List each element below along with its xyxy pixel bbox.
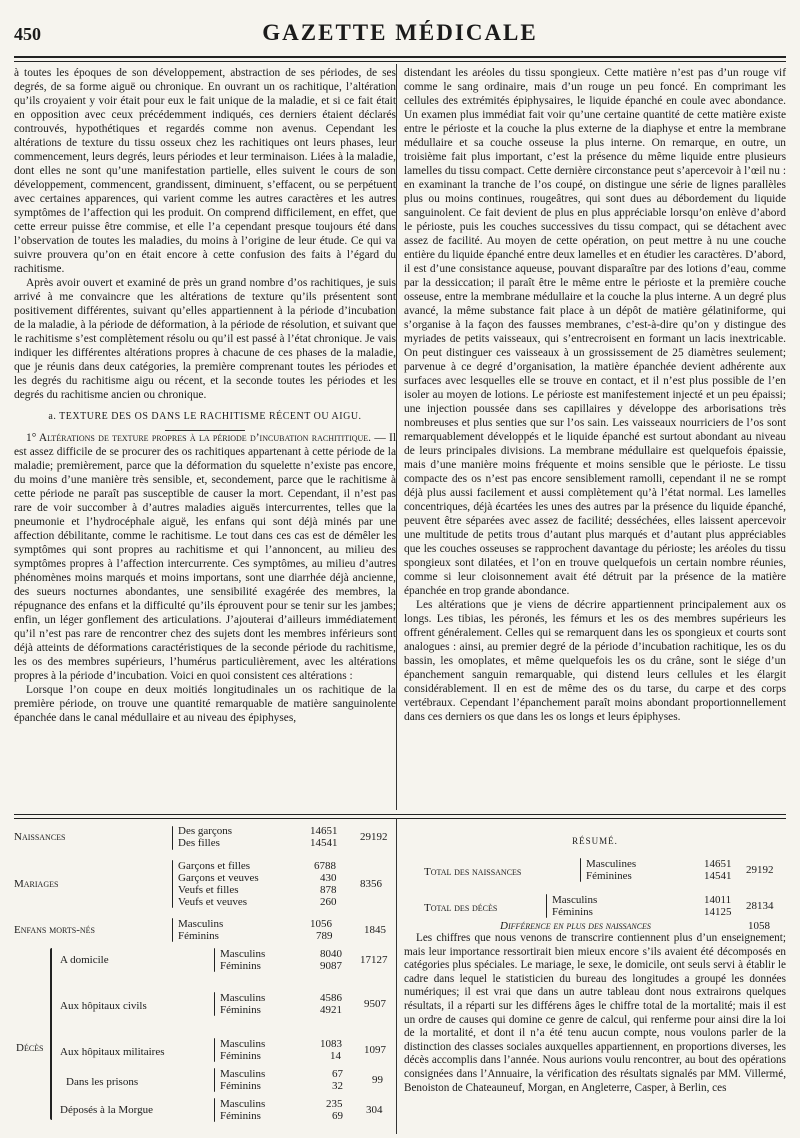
paragraph: Les chiffres que nous venons de transcrire contiennent plus d’un enseignement; mais leur importance ressortirait bien mieux encore s’ils avaient été décomposés en catégories plus spéciales. Le mariage, le sexe, le domicile, ont seuls servi à établir le cadre dans lequel le statisticien du bureau des longitudes a groupé les données numériques; il est vrai que dans un autre tableau dont nous extrairons quelques résultats, il a réparti sur les différens âges le chiffre total de la mortalité; mais il est un ordre de causes qui domine ce genre de calcul, qui renferme pour ainsi dire la loi de la mortalité, et dont il n’a été tenu aucun compte, nous voulons parler de la distinction des classes sociales auxquelles appartiennent, en proportions diverses, les décès accomplis dans l’année. Nous aurions voulu rencontrer, au bout des opérations consignées dans l’Annuaire, la vérification des résultats signalés par MM. Villermé, Benoiston de Chateauneuf, Morgan, en Angleterre, Casper, à Berlin, ces (404, 932, 786, 1094)
row-total: 17127 (360, 954, 388, 966)
row-label: Veufs et veuves (178, 896, 248, 908)
row-label: Féminins (220, 1050, 261, 1062)
row-label: A domicile (60, 954, 109, 966)
paragraph: Les altérations que je viens de décrire appartiennent principalement aux os longs. Les tibias, les péronés, les fémurs et les os des membres supérieurs les offrent généralement. Celles qui se remarquent dans les os spongieux et courts sont analogues : ainsi, au premier degré de la période d’incubation rachitique, les os du bassin, les omoplates, et même quelquefois les os du crâne, sont le siége d’un épanchement sanguin remarquable, qui distend leurs cellules et les élargit considérablement. Il en est de même des os du tarse, du carpe et des corps vertébraux. Cependant l’épanchement paraît moins abondant proportionnellement dans ces derniers os que dans les os longs et leurs épiphyses. (404, 599, 786, 723)
row-value: 4586 (320, 992, 342, 1004)
row-total: 28134 (746, 900, 774, 912)
row-value: 9087 (320, 960, 342, 972)
row-label: Féminins (220, 1080, 261, 1092)
row-total: 29192 (746, 864, 774, 876)
paragraph: à toutes les époques de son développement, abstraction de ses périodes, de ses degrés, de sa forme aiguë ou chronique. En ouvrant un os rachitique, l’altération qu’ils croyaient y voir était pour eux le fait unique de la maladie, et si ce fait était en opposition avec ceux précédemment indiqués, ces derniers étaient déclarés controuvés, hypothétiques et regardés comme non avenus. Cependant les altérations de texture du tissu osseux chez les rachitiques ont leurs phases, leur commencement, leurs degrés, leurs périodes et leur terminaison. Liées à la maladie, dont elles ne sont qu’une manifestation partielle, elles suivent le cours de son développement, commencent, grandissent, diminuent, s’effacent, ou se perpétuent avec certaines apparences, qui varient comme les autres caractères et les autres symptômes de l’affection qui les produit. On comprend difficilement, en effet, que cette erreur puisse être commise, et elle l’a cependant presque toujours été dans l’observation de toutes les maladies, du moins à l’origine de leur étude. Ce qui va suivre prouvera qu’on en était encore à cette confusion des faits à l’égard du rachitisme. (14, 67, 396, 275)
left-column (14, 66, 396, 725)
row-label: Des filles (178, 837, 220, 849)
section-heading: a. TEXTURE DES OS DANS LE RACHITISME RÉCENT OU AIGU. (48, 411, 362, 422)
row-label: Aux hôpitaux militaires (60, 1046, 165, 1058)
row-label: Féminins (178, 930, 219, 942)
page-number: 450 (14, 24, 41, 44)
row-total: 304 (366, 1104, 383, 1116)
row-label: Déposés à la Morgue (60, 1104, 153, 1116)
row-value: 67 (332, 1068, 343, 1080)
deces-label: Décès (16, 1042, 44, 1054)
total-births-label: Total des naissances (424, 866, 522, 878)
row-label: Dans les prisons (66, 1076, 139, 1088)
row-label: Masculins (178, 918, 224, 930)
brace (172, 860, 173, 908)
row-label: Garçons et veuves (178, 872, 259, 884)
row-value: 4921 (320, 1004, 342, 1016)
row-value: 14651 (704, 858, 732, 870)
total-deaths-label: Total des décès (424, 902, 498, 914)
row-value: 14011 (704, 894, 732, 906)
row-label: Féminins (220, 1110, 261, 1122)
row-total: 8356 (360, 878, 382, 890)
row-label: Veufs et filles (178, 884, 239, 896)
right-column (404, 66, 786, 724)
row-value: 430 (320, 872, 337, 884)
row-label: Aux hôpitaux civils (60, 1000, 147, 1012)
brace (580, 858, 581, 882)
brace (172, 826, 173, 850)
row-label: Masculins (220, 1038, 266, 1050)
row-label: Masculins (220, 992, 266, 1004)
brace (214, 1098, 215, 1122)
paragraph: Lorsque l’on coupe en deux moitiés longitudinales un os rachitique de la première période, on trouve une quantité remarquable de matière sanguinolente épanchée dans le canal médullaire et au niveau des épiphyses, (14, 684, 396, 724)
row-value: 14125 (704, 906, 732, 918)
summary-heading: RÉSUMÉ. (572, 836, 618, 846)
brace (214, 992, 215, 1016)
row-value: 8040 (320, 948, 342, 960)
brace (50, 948, 52, 1120)
row-value: 235 (326, 1098, 343, 1110)
paragraph: 1° Altérations de texture propres à la période d’incubation rachititique. — Il est assez difficile de se procurer des os rachitiques appartenant à cette période de la maladie; premièrement, parce que la déformation du squelette n’existe pas encore, du moins d’une manière très sensible, et, secondement, parce que le rachitisme à cette période ne paraît pas susceptible de causer la mort. Cependant, il n’est pas rare de voir succomber à d’autres maladies aiguës intercurrentes, telles que la pneumonie et l’hydrocéphale aiguë, les enfans qui sont déjà minés par une affection débilitante, comme le rachitisme. Le tout dans ces cas est de démêler les symptômes qui sont propres au rachitisme et qui l’annoncent, au milieu des symptômes propres à l’affection intercurrente. Ces symptômes, au milieu d’autres phénomènes moins marqués et moins importans, sont une diarrhée déjà ancienne, des sueurs nocturnes abondantes, une sensibilité exagérée des membres, la répugnance des enfans et la difficulté qu’ils éprouvent pour se tenir sur les jambes; enfin, un léger gonflement des articulations. J’ajouterai d’ailleurs immédiatement qu’il n’est pas rare de rencontrer chez des sujets dont les membres inférieurs sont déjà atteints de déformations caractéristiques de la seconde période du rachitisme, les os des membres supérieurs, l’humérus particulièrement, avec les altérations propres à la période d’incubation. Voici en quoi consistent ces altérations : (14, 432, 396, 682)
column-divider (396, 64, 397, 810)
row-value: 14651 (310, 825, 338, 837)
brace (172, 918, 173, 942)
naissances-label: Naissances (14, 831, 66, 843)
row-value: 32 (332, 1080, 343, 1092)
row-label: Des garçons (178, 825, 233, 837)
masthead-title: GAZETTE MÉDICALE (262, 20, 538, 45)
section-divider (14, 814, 786, 819)
paragraph: distendant les aréoles du tissu spongieux. Cette matière n’est pas d’un rouge vif comme le sang ordinaire, mais d’un rouge un peu foncé. En comprimant les cellules des extrémités épiphysaires, le liquide épanché en coule avec abondance. Un examen plus immédiat fait voir qu’une certaine quantité de cette matière existe entre le périoste et la couche la plus externe de la diaphyse et entre la membrane médullaire et sa couche osseuse la plus interne. On remarque, en outre, un troisième fait plus important, c’est la présence du même liquide entre plusieurs lamelles du tissu compact. Cette dernière circonstance peut s’apercevoir à l’œil nu : en examinant la tranche de l’os coupé, on distingue une série de lignes parallèles plus ou moins continues, rougeâtres, qui sont dues au débordement du liquide sanguinolent. Ce fait devient de plus en plus appréciable lorsqu’on enlève d’abord le périoste, puis les couches successives du tissu compact, qui se détachent avec assez de facilité. Au moyen de cette opération, on peut mettre à nu une couche entière du liquide épanché entre deux lamelles et en étudier les caractères. D’abord, il est d’une consistance aqueuse, pouvant disparaître par des lotions d’eau, comme par la dessiccation; il paraît être le même entre le périoste et la première couche osseuse, entre la membrane médullaire et la couche la plus interne. A un degré plus avancé, la même substance fait place à un dépôt de matière gélatiniforme, qui s’organise à la façon des fausses membranes, c’est-à-dire qu’on y distingue des myriades de petits vaisseaux, qui s’entrecroisent en formant un lacis inextricable. On peut distinguer ces vaisseaux à un grossissement de 25 diamètres seulement; parvenue à ce degré d’organisation, la matière épanchée devient adhérente aux surfaces avec lesquelles elle se trouve en contact, et il n’est plus possible de l’en isoler au moyen de lotions. Le périoste est manifestement injecté et un peu épaissi; une injection poussée dans ses capillaires y développe des arborisations très nombreuses et plus senties que sur l’os sain. Les vaisseaux nourriciers de l’os sont remarquablement développés et le liquide épanché est surtout abondant au niveau de leurs principales divisions. La membrane médullaire est quelquefois épaissie, mais d’une manière moins fréquente et moins sensible que le périoste. Le tissu compacte des os n’est pas encore sensiblement ramolli, cependant il ne se rompt déjà plus aussi facilement et aussi complètement qu’à l’état normal. Les lamelles concentriques, déjà écartées les unes des autres par la présence du liquide épanché, peuvent être séparées avec assez de facilité; desséchées, elles laissent apercevoir une multitude de petits trous d’autant plus marqués et d’autant plus appréciables que les couches osseuses se rapprochent davantage du périoste; les aréoles du tissu spongieux sont dilatées, et l’on en trouve quelquefois un certain nombre réunies, comme si leur cloisonnement avait été détruit par la présence de la matière épanchée en trop grande abondance. (404, 67, 786, 597)
difference-label: Différence en plus des naissances (500, 920, 651, 932)
row-total: 99 (372, 1074, 383, 1086)
brace (214, 1068, 215, 1092)
row-label: Féminins (552, 906, 593, 918)
commentary-text (404, 932, 786, 1095)
row-label: Masculins (220, 1098, 266, 1110)
row-value: 789 (316, 930, 333, 942)
row-label: Féminins (220, 1004, 261, 1016)
row-total: 9507 (364, 998, 386, 1010)
row-value: 260 (320, 896, 337, 908)
column-divider (396, 818, 397, 1134)
paragraph: Après avoir ouvert et examiné de près un grand nombre d’os rachitiques, je suis arrivé à me convaincre que les altérations de texture qu’ils présentent sont positivement différentes, suivant qu’elles appartiennent à la période d’incubation de la maladie, à la période de déformation, à la période de résolution, et suivant que le rachitisme s’est complètement résolu ou qu’il est passé à l’état chronique. Je vais indiquer les différentes altérations propres à chacune de ces phases de la maladie, que je réunis dans deux catégories, la première comprenant toutes les périodes et les degrés du rachitisme aigu ou récent, et la seconde toutes les périodes et les degrés du rachitisme ancien ou chronique. (14, 277, 396, 401)
header-rule (14, 56, 786, 62)
row-value: 69 (332, 1110, 343, 1122)
row-label: Masculins (220, 1068, 266, 1080)
subsection-heading: 1° Altérations de texture propres à la période d’incubation rachititique. (26, 432, 372, 444)
row-total: 29192 (360, 831, 388, 843)
statistics-table (14, 824, 396, 1124)
row-label: Masculins (220, 948, 266, 960)
row-value: 1083 (320, 1038, 342, 1050)
row-value: 14 (330, 1050, 341, 1062)
row-label: Féminins (220, 960, 261, 972)
row-total: 1845 (364, 924, 386, 936)
brace (546, 894, 547, 918)
row-label: Masculines (586, 858, 637, 870)
row-value: 14541 (310, 837, 338, 849)
row-value: 878 (320, 884, 337, 896)
page-header (14, 18, 786, 52)
brace (214, 948, 215, 972)
morts-nes-label: Enfans morts-nés (14, 924, 95, 936)
row-label: Garçons et filles (178, 860, 251, 872)
row-value: 1056 (310, 918, 332, 930)
row-value: 6788 (314, 860, 336, 872)
brace (214, 1038, 215, 1062)
mariages-label: Mariages (14, 878, 59, 890)
row-value: 14541 (704, 870, 732, 882)
row-total: 1097 (364, 1044, 386, 1056)
row-label: Féminines (586, 870, 632, 882)
difference-value: 1058 (748, 920, 770, 932)
row-label: Masculins (552, 894, 598, 906)
